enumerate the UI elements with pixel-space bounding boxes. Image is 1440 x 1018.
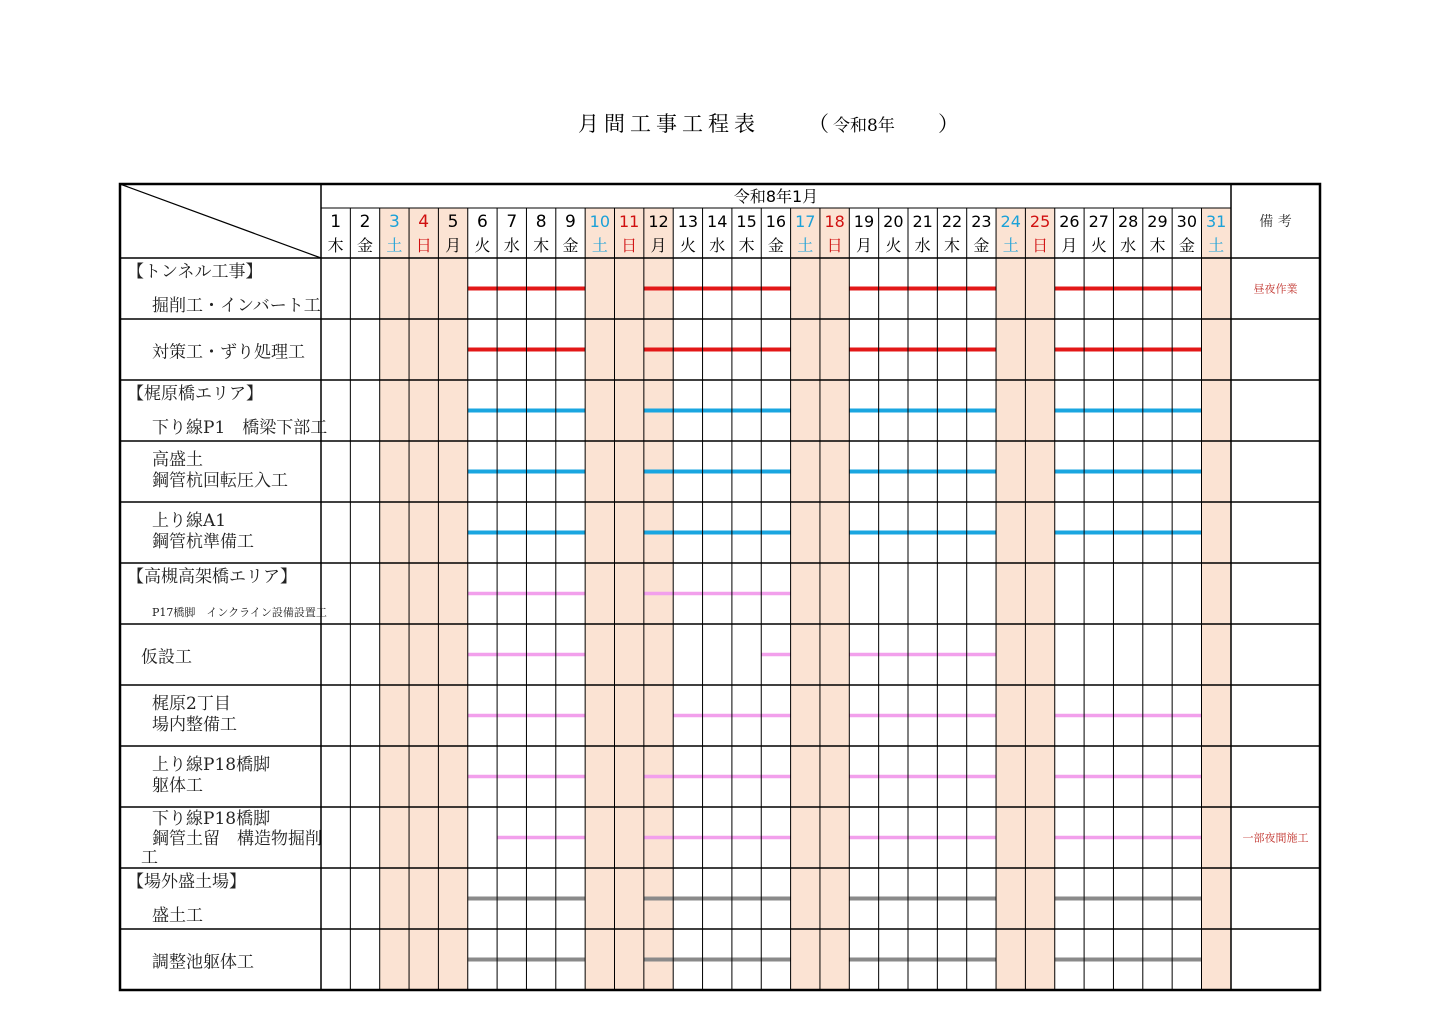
row-7-label-1: 仮設工 <box>141 647 192 668</box>
day-number-10: 10 <box>589 212 611 231</box>
day-number-13: 13 <box>677 212 699 231</box>
month-label: 令和8年1月 <box>733 187 819 206</box>
weekday-22: 木 <box>944 236 961 255</box>
row-9-label-2: 躯体工 <box>152 776 203 796</box>
day-number-26: 26 <box>1059 212 1080 231</box>
weekend-column-12 <box>644 208 673 990</box>
title-open-paren: （ <box>808 112 829 136</box>
row-10-remark: 一部夜間施工 <box>1242 831 1309 845</box>
weekday-4: 日 <box>415 236 432 255</box>
weekday-11: 日 <box>621 236 638 255</box>
row-3-label-2: 下り線P1 橋梁下部工 <box>152 418 328 438</box>
day-number-6: 6 <box>477 212 488 232</box>
day-number-24: 24 <box>1000 212 1021 231</box>
day-number-12: 12 <box>648 212 669 231</box>
row-4-label-1: 高盛土 <box>152 450 203 470</box>
weekday-8: 木 <box>533 236 550 255</box>
weekend-column-11 <box>615 208 644 990</box>
weekday-7: 水 <box>503 236 520 255</box>
weekday-19: 月 <box>855 236 872 255</box>
day-number-9: 9 <box>565 212 576 232</box>
row-1-label-1: 【トンネル工事】 <box>127 262 263 282</box>
row-2-label-1: 対策工・ずり処理工 <box>152 342 305 363</box>
row-8-label-1: 梶原2丁目 <box>152 694 231 714</box>
remarks-header: 備 考 <box>1259 214 1292 230</box>
weekday-23: 金 <box>973 236 990 255</box>
weekday-31: 土 <box>1208 236 1225 255</box>
day-number-31: 31 <box>1205 212 1227 231</box>
row-10-label-2: 鋼管土留 構造物掘削 <box>152 829 322 849</box>
day-number-25: 25 <box>1029 212 1051 231</box>
weekend-column-24 <box>996 208 1025 990</box>
weekend-column-5 <box>438 208 467 990</box>
weekday-24: 土 <box>1002 236 1019 255</box>
weekday-15: 木 <box>738 236 755 255</box>
weekend-column-31 <box>1202 208 1231 990</box>
day-number-11: 11 <box>618 212 640 231</box>
day-number-19: 19 <box>853 212 875 231</box>
row-12-label-1: 調整池躯体工 <box>152 952 254 973</box>
day-number-3: 3 <box>388 212 400 232</box>
day-number-20: 20 <box>883 212 904 231</box>
row-5-label-2: 鋼管杭準備工 <box>152 532 254 552</box>
weekday-20: 火 <box>885 236 902 255</box>
weekday-30: 金 <box>1178 236 1195 255</box>
row-4-label-2: 鋼管杭回転圧入工 <box>152 471 288 491</box>
weekday-25: 日 <box>1032 236 1049 255</box>
weekend-column-17 <box>791 208 820 990</box>
weekday-5: 月 <box>445 236 462 255</box>
day-number-17: 17 <box>795 212 816 231</box>
row-9-label-1: 上り線P18橋脚 <box>152 755 271 775</box>
title-main: 月間工事工程表 <box>578 112 760 136</box>
weekday-9: 金 <box>562 236 579 255</box>
row-3-label-1: 【梶原橋エリア】 <box>127 384 263 404</box>
title-era: 令和8年 <box>833 116 895 136</box>
day-number-23: 23 <box>971 212 992 231</box>
weekday-1: 木 <box>327 236 344 255</box>
weekday-6: 火 <box>474 236 491 255</box>
day-number-8: 8 <box>535 212 547 232</box>
row-6-label-1: 【高槻高架橋エリア】 <box>127 567 297 587</box>
day-number-15: 15 <box>736 212 757 231</box>
weekend-column-10 <box>585 208 614 990</box>
weekday-16: 金 <box>767 236 784 255</box>
row-10-label-3: 工 <box>141 848 158 868</box>
title-close-paren: ） <box>938 112 959 136</box>
weekday-29: 木 <box>1149 236 1166 255</box>
day-number-18: 18 <box>824 212 845 231</box>
weekend-column-18 <box>820 208 849 990</box>
row-8-label-2: 場内整備工 <box>152 715 237 735</box>
row-11-label-1: 【場外盛土場】 <box>127 872 246 892</box>
row-10-label-1: 下り線P18橋脚 <box>152 809 271 829</box>
weekday-28: 水 <box>1120 236 1137 255</box>
weekend-column-25 <box>1025 208 1054 990</box>
row-11-label-2: 盛土工 <box>152 906 203 926</box>
row-5-label-1: 上り線A1 <box>152 511 227 531</box>
day-number-21: 21 <box>912 212 933 231</box>
weekday-10: 土 <box>591 236 608 255</box>
day-number-30: 30 <box>1176 212 1198 231</box>
weekday-17: 土 <box>797 236 814 255</box>
weekday-3: 土 <box>386 236 403 255</box>
weekday-21: 水 <box>914 236 931 255</box>
day-number-5: 5 <box>447 212 459 232</box>
day-number-7: 7 <box>506 212 518 232</box>
weekday-12: 月 <box>650 236 667 255</box>
day-number-1: 1 <box>330 212 342 232</box>
day-number-2: 2 <box>359 212 371 232</box>
row-1-label-2: 掘削工・インバート工 <box>152 296 321 316</box>
weekend-column-3 <box>380 208 409 990</box>
row-1-remark: 昼夜作業 <box>1253 282 1298 296</box>
row-6-label-2: P17橋脚 インクライン設備設置工 <box>152 606 327 619</box>
day-number-16: 16 <box>765 212 787 231</box>
weekend-column-4 <box>409 208 438 990</box>
day-number-28: 28 <box>1117 212 1139 231</box>
day-number-14: 14 <box>707 212 728 231</box>
weekday-14: 水 <box>709 236 726 255</box>
day-number-4: 4 <box>418 212 430 232</box>
weekday-2: 金 <box>357 236 374 255</box>
day-number-29: 29 <box>1147 212 1168 231</box>
weekday-27: 火 <box>1090 236 1107 255</box>
day-number-22: 22 <box>941 212 963 231</box>
weekday-13: 火 <box>679 236 696 255</box>
day-number-27: 27 <box>1088 212 1109 231</box>
weekday-26: 月 <box>1061 236 1078 255</box>
weekday-18: 日 <box>826 236 843 255</box>
